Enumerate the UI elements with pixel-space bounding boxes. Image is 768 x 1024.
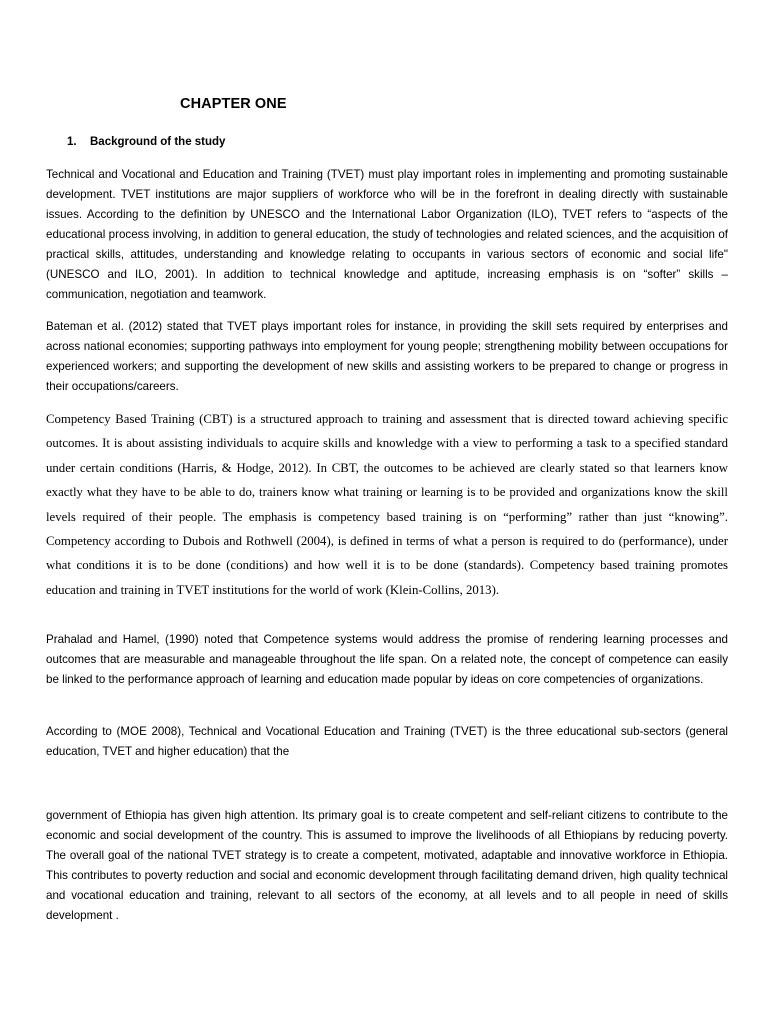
paragraph-tvet-definition: Technical and Vocational and Education and Training (TVET) must play important roles in implementing and promoting sustainable development. TVET institutions are major suppliers of workforce who will be in the forefront in dealing directly with sustainable issues. According to the definition by UNESCO and the International Labor Organization (ILO), TVET refers to “aspects of the educational process involving, in addition to general education, the study of technologies and related sciences, and the acquisition of practical skills, attitudes, understanding and knowledge relating to occupants in various sectors of economic and social life" (UNESCO and ILO, 2001). In addition to technical knowledge and aptitude, increasing emphasis is on “softer” skills – communication, negotiation and teamwork. — [46, 168, 728, 301]
section-title: Background of the study — [90, 136, 226, 148]
paragraph-bateman: Bateman et al. (2012) stated that TVET plays important roles for instance, in providing the skill sets required by enterprises and across national economies; supporting pathways into employment for young people; strengthening mobility between occupations for experienced workers; and supporting the development of new skills and assisting workers to be prepared to change or progress in their occupations/careers. — [46, 320, 728, 393]
chapter-title: CHAPTER ONE — [180, 96, 287, 112]
paragraph-moe: According to (MOE 2008), Technical and Vocational Education and Training (TVET) is the three educational sub-sectors (general education, TVET and higher education) that the — [46, 725, 728, 758]
section-number: 1. — [67, 136, 77, 148]
paragraph-cbt: Competency Based Training (CBT) is a structured approach to training and assessment that is directed toward achieving specific outcomes. It is about assisting individuals to acquire skills and knowledge with a view to performing a task to a specified standard under certain conditions (Harris, & Hodge, 2012). In CBT, the outcomes to be achieved are clearly stated so that learners know exactly what they have to be able to do, trainers know what training or learning is to be provided and organizations know the skill levels required of their people. The emphasis is competency based training is on “performing” rather than just “knowing”. Competency according to Dubois and Rothwell (2004), is defined in terms of what a person is required to do (performance), under what conditions it is to be done (conditions) and how well it is to be done (standards). Competency based training promotes education and training in TVET institutions for the world of work (Klein-Collins, 2013). — [46, 412, 728, 597]
section-heading — [67, 136, 225, 148]
paragraph-prahalad-hamel: Prahalad and Hamel, (1990) noted that Competence systems would address the promise of rendering learning processes and outcomes that are measurable and manageable throughout the life span. On a related note, the concept of competence can easily be linked to the performance approach of learning and education made popular by ideas on core competencies of organizations. — [46, 633, 728, 686]
paragraph-ethiopia-goal: government of Ethiopia has given high attention. Its primary goal is to create competent and self-reliant citizens to contribute to the economic and social development of the country. This is assumed to improve the livelihoods of all Ethiopians by reducing poverty. The overall goal of the national TVET strategy is to create a competent, motivated, adaptable and innovative workforce in Ethiopia. This contributes to poverty reduction and social and economic development through facilitating demand driven, high quality technical and vocational education and training, relevant to all sectors of the economy, at all levels and to all people in need of skills development . — [46, 809, 728, 922]
